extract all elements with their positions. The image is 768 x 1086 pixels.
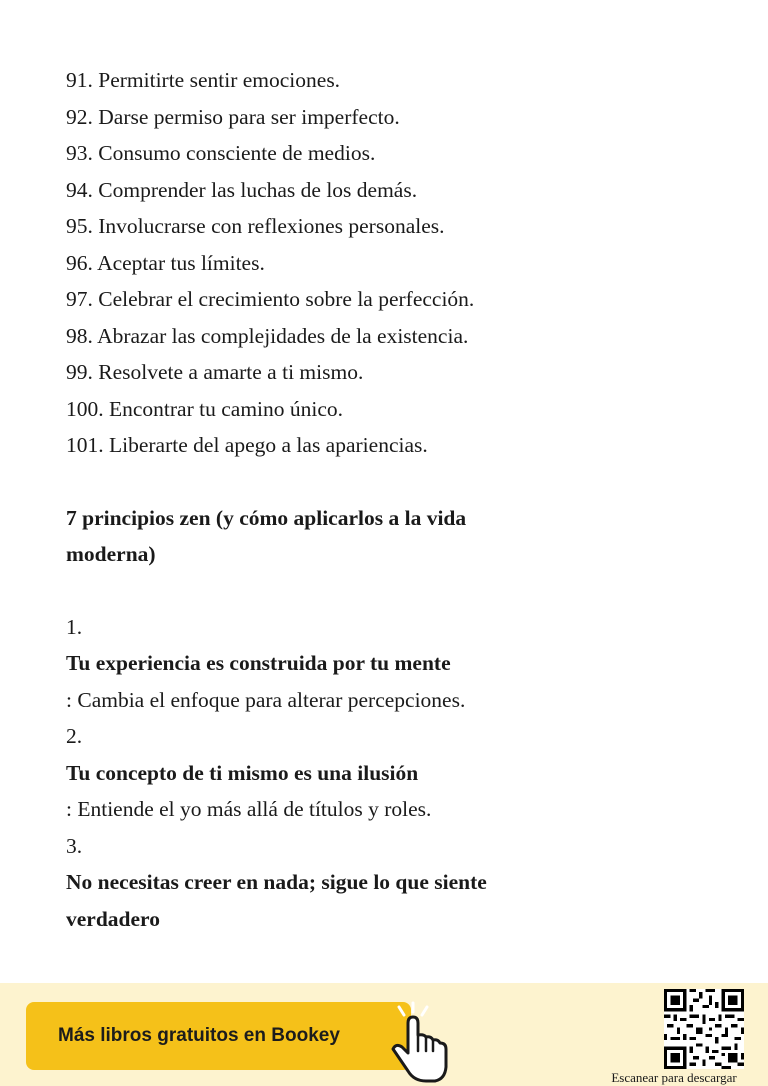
principle-item <box>66 609 706 719</box>
footer-banner <box>0 983 768 1086</box>
list-item: 91. Permitirte sentir emociones. <box>66 68 341 92</box>
principle-title: Tu concepto de ti mismo es una ilusión <box>66 760 419 785</box>
principle-number: 2. <box>66 724 83 748</box>
more-books-button-label: Más libros gratuitos en Bookey <box>58 1025 340 1046</box>
more-books-button[interactable] <box>26 1002 411 1070</box>
principle-description: : Entiende el yo más allá de títulos y roles. <box>66 797 432 821</box>
page-content <box>66 62 706 937</box>
list-item: 101. Liberarte del apego a las apariencias. <box>66 433 428 457</box>
principle-title-continued: verdadero <box>66 906 160 931</box>
principle-title: Tu experiencia es construida por tu mente <box>66 651 451 675</box>
section-heading-line: moderna) <box>66 542 156 566</box>
list-item: 93. Consumo consciente de medios. <box>66 141 376 165</box>
list-item: 94. Comprender las luchas de los demás. <box>66 177 418 202</box>
principles-list <box>66 609 706 938</box>
numbered-list <box>66 62 706 464</box>
principle-number: 3. <box>66 833 83 858</box>
list-item: 98. Abrazar las complejidades de la existencia. <box>66 323 469 348</box>
section-heading-line: 7 principios zen (y cómo aplicarlos a la vida <box>66 505 467 530</box>
principle-description: : Cambia el enfoque para alterar percepciones. <box>66 687 466 712</box>
list-item: 99. Resolvete a amarte a ti mismo. <box>66 360 364 384</box>
qr-caption: Escanear para descargar <box>611 1070 737 1085</box>
pointing-hand-icon <box>380 1001 450 1086</box>
list-item: 92. Darse permiso para ser imperfecto. <box>66 104 400 129</box>
principle-title: No necesitas creer en nada; sigue lo que siente <box>66 870 487 894</box>
qr-code-icon <box>664 989 744 1069</box>
section-heading <box>66 500 706 573</box>
list-item: 95. Involucrarse con reflexiones personales. <box>66 214 445 238</box>
principle-item <box>66 828 706 938</box>
principle-item <box>66 718 706 828</box>
list-item: 97. Celebrar el crecimiento sobre la perfección. <box>66 287 475 311</box>
list-item: 100. Encontrar tu camino único. <box>66 396 344 421</box>
list-item: 96. Aceptar tus límites. <box>66 250 265 275</box>
principle-number: 1. <box>66 614 83 639</box>
